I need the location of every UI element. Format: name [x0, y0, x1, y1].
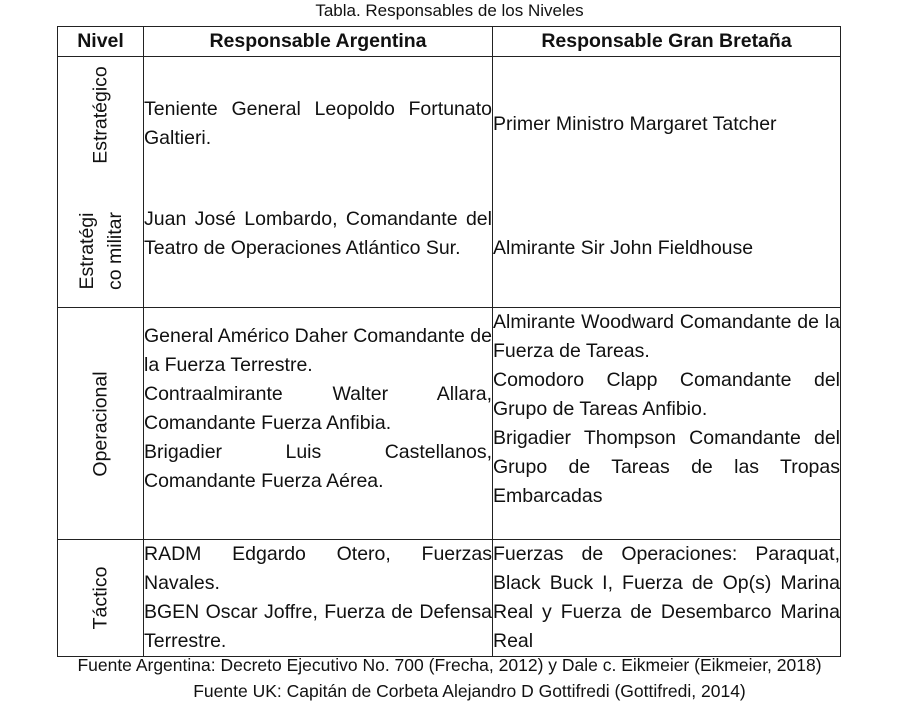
text-uk-operational-1: Almirante Woodward Comandante de la Fuerza de Tareas.	[493, 311, 840, 362]
text-argentina-operational-3: Brigadier Luis Castellanos, Comandante Fuerza Aérea.	[144, 441, 492, 492]
source-uk: Fuente UK: Capitán de Corbeta Alejandro D Gottifredi (Gottifredi, 2014)	[193, 681, 746, 701]
cell-uk-tactical	[493, 540, 841, 657]
text-uk-operational-2: Comodoro Clapp Comandante del Grupo de Tareas Anfibio.	[493, 369, 840, 420]
text-argentina-strategic: Teniente General Leopoldo Fortunato Galtieri.	[144, 98, 492, 149]
table-row	[58, 203, 841, 307]
text-argentina-tactical-1: RADM Edgardo Otero, Fuerzas Navales.	[144, 543, 492, 594]
source-argentina: Fuente Argentina: Decreto Ejecutivo No. 700 (Frecha, 2012) y Dale c. Eikmeier (Eikmeier, 2018)	[77, 655, 822, 675]
level-label-operational: Operacional	[89, 370, 111, 477]
cell-uk-strategic-military	[493, 203, 841, 307]
cell-argentina-strategic	[144, 57, 493, 204]
header-row	[58, 27, 841, 57]
header-level: Nivel	[58, 27, 144, 57]
cell-uk-operational	[493, 308, 841, 540]
level-label-strategic-military: Estratégi co militar	[75, 211, 126, 291]
table-row	[58, 540, 841, 657]
table-row	[58, 57, 841, 204]
text-uk-tactical-1: Fuerzas de Operaciones: Paraquat, Black Buck I, Fuerza de Op(s) Marina Real y Fuerza de Desembarco Marina Real	[493, 543, 840, 652]
responsables-table	[57, 26, 841, 657]
text-uk-strategic: Primer Ministro Margaret Tatcher	[493, 113, 777, 135]
text-uk-operational-3: Brigadier Thompson Comandante del Grupo de Tareas de las Tropas Embarcadas	[493, 427, 840, 507]
cell-argentina-tactical	[144, 540, 493, 657]
text-argentina-operational-1: General Américo Daher Comandante de la Fuerza Terrestre.	[144, 325, 492, 376]
text-uk-strategic-military: Almirante Sir John Fieldhouse	[493, 237, 754, 260]
level-cell-operational	[58, 308, 144, 540]
text-argentina-operational-2: Contraalmirante Walter Allara, Comandante Fuerza Anfibia.	[144, 383, 492, 434]
level-label-strategic: Estratégico	[89, 66, 111, 164]
level-label-tactical: Táctico	[89, 566, 111, 630]
header-argentina: Responsable Argentina	[144, 27, 493, 57]
table-row	[58, 308, 841, 540]
level-cell-tactical	[58, 540, 144, 657]
text-argentina-tactical-2: BGEN Oscar Joffre, Fuerza de Defensa Terrestre.	[144, 601, 492, 652]
cell-uk-strategic	[493, 57, 841, 204]
cell-argentina-strategic-military	[144, 203, 493, 307]
table-caption: Tabla. Responsables de los Niveles	[315, 1, 584, 20]
level-cell-strategic	[58, 57, 144, 308]
header-uk: Responsable Gran Bretaña	[493, 27, 841, 57]
text-argentina-strategic-military: Juan José Lombardo, Comandante del Teatro de Operaciones Atlántico Sur.	[144, 208, 492, 260]
cell-argentina-operational	[144, 308, 493, 540]
